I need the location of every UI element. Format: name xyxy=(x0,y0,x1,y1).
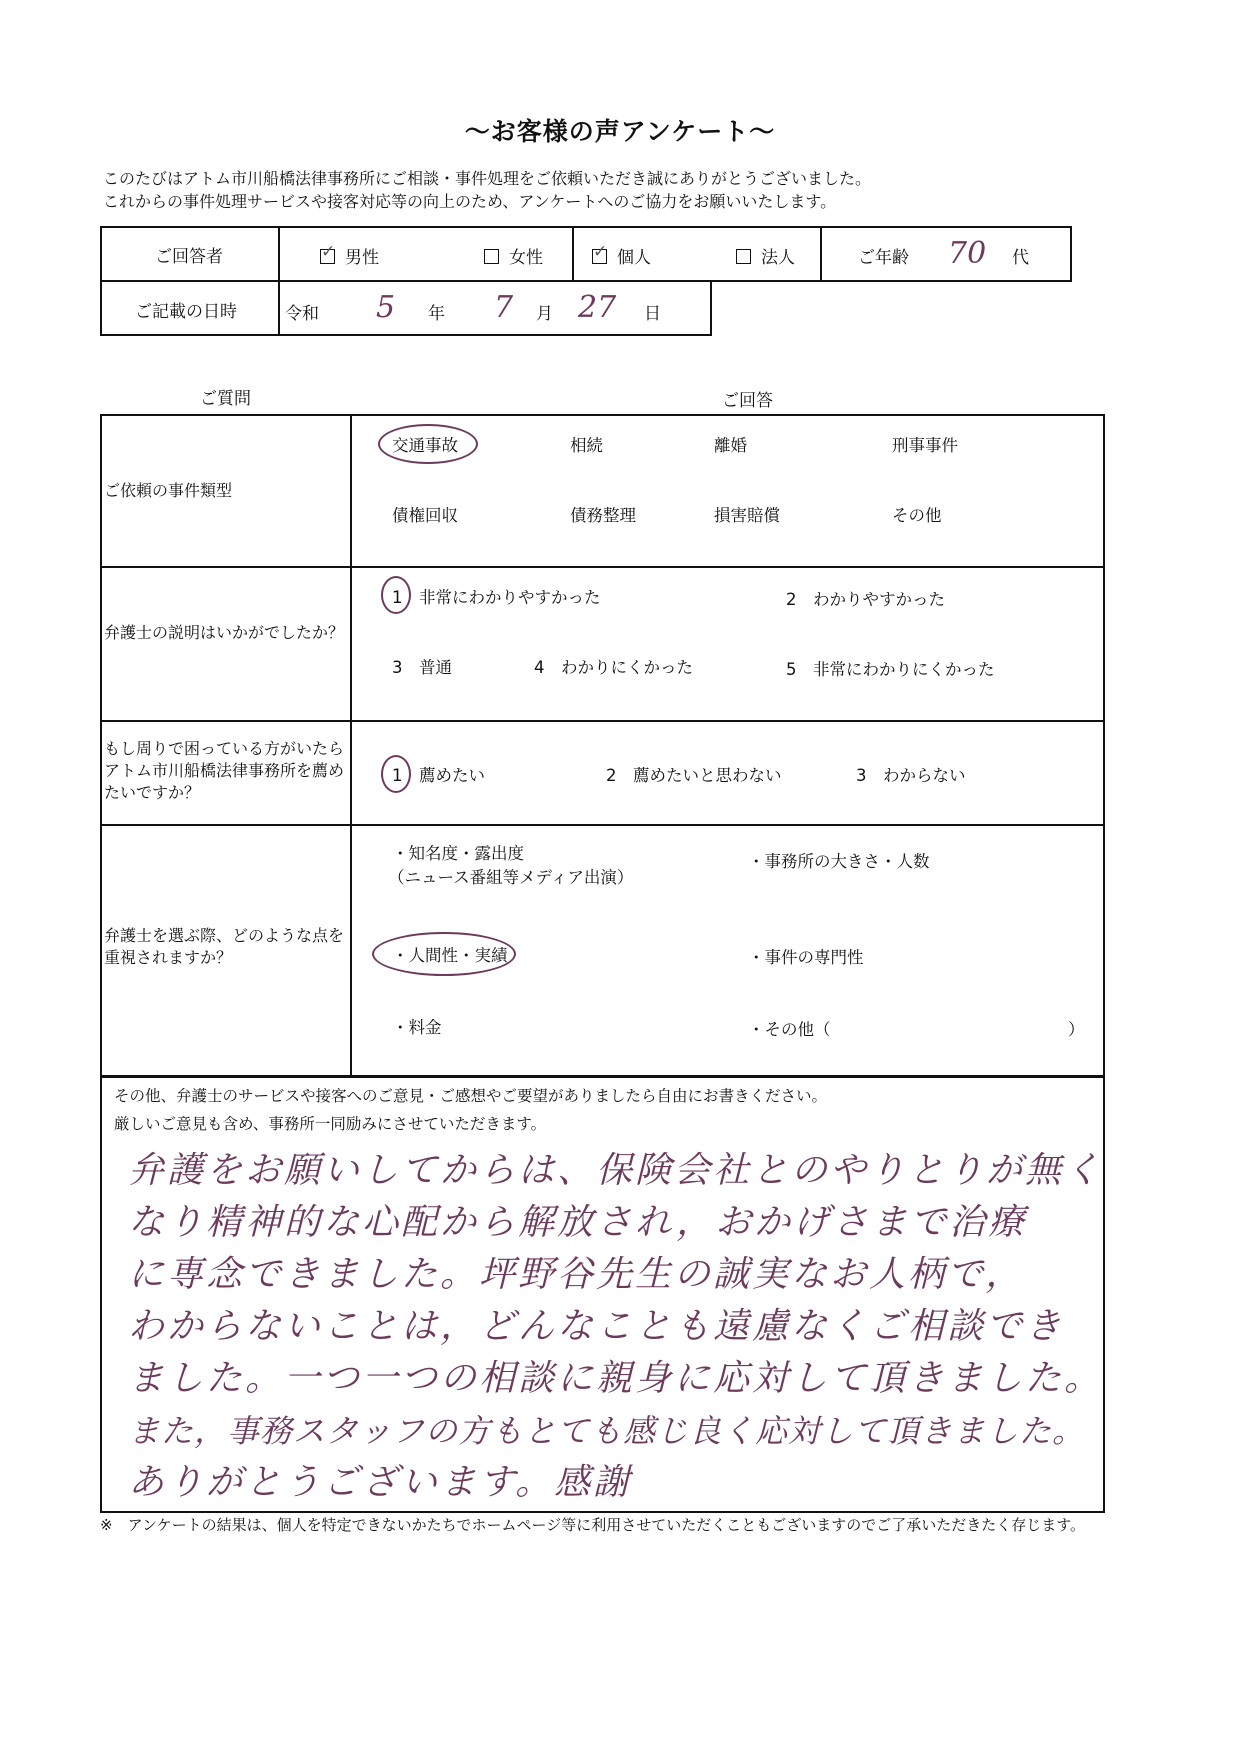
age-suffix: 代 xyxy=(1012,248,1029,268)
q3-option-1[interactable]: 1 薦めたい xyxy=(392,766,485,785)
q4-option-fame[interactable]: ・知名度・露出度 xyxy=(392,844,524,863)
q2-option-4[interactable]: 4 わかりにくかった xyxy=(534,658,693,677)
month-unit: 月 xyxy=(536,304,553,324)
comment-line-7: ありがとうございます。感謝 xyxy=(128,1462,633,1503)
day-unit: 日 xyxy=(644,304,661,324)
comment-line-1: 弁護をお願いしてからは、保険会社とのやりとりが無く xyxy=(128,1150,1104,1191)
q4-option-fame-note: （ニュース番組等メディア出演） xyxy=(388,868,634,887)
q3-selected-circle xyxy=(381,755,411,793)
q1-option-other[interactable]: その他 xyxy=(892,506,942,525)
respondent-label: ご回答者 xyxy=(155,247,223,267)
q4-option-expertise[interactable]: ・事件の専門性 xyxy=(748,948,864,967)
q4-option-other-close: ） xyxy=(1068,1020,1085,1039)
q1-question: ご依頼の事件類型 xyxy=(104,481,233,500)
q4-option-other[interactable]: ・その他（ xyxy=(748,1020,831,1039)
q1-option-debt-consolidation[interactable]: 債務整理 xyxy=(570,506,636,525)
day-value[interactable]: 27 xyxy=(578,290,617,325)
q1-option-inheritance[interactable]: 相続 xyxy=(570,436,603,455)
month-value[interactable]: 7 xyxy=(494,290,514,325)
individual-checkbox[interactable] xyxy=(592,249,607,264)
q4-option-fee[interactable]: ・料金 xyxy=(392,1018,442,1037)
q1-option-criminal[interactable]: 刑事事件 xyxy=(892,436,958,455)
female-checkbox[interactable] xyxy=(484,249,499,264)
q3-option-3[interactable]: 3 わからない xyxy=(856,766,966,785)
comment-line-3: に専念できました。坪野谷先生の誠実なお人柄で， xyxy=(128,1254,1025,1295)
q1-option-debt-collection[interactable]: 債権回収 xyxy=(392,506,458,525)
age-label: ご年齢 xyxy=(858,248,909,268)
comment-line-6: また，事務スタッフの方もとても感じ良く応対して頂きました。 xyxy=(128,1412,1086,1450)
q2-option-5[interactable]: 5 非常にわかりにくかった xyxy=(786,660,995,679)
comment-line-5: ました。一つ一つの相談に親身に応対して頂きました。 xyxy=(128,1358,1104,1399)
q4-question: 弁護士を選ぶ際、どのような点を重視されますか？ xyxy=(104,926,345,967)
comment-line-2: なり精神的な心配から解放され，おかげさまで治療 xyxy=(128,1202,1028,1243)
q2-option-1[interactable]: 1 非常にわかりやすかった xyxy=(392,588,601,607)
male-checkbox[interactable] xyxy=(320,249,335,264)
intro-line-2: これからの事件処理サービスや接客対応等の向上のため、アンケートへのご協力をお願いいたします。 xyxy=(103,192,837,211)
q4-option-office-size[interactable]: ・事務所の大きさ・人数 xyxy=(748,852,930,871)
q3-question: もし周りで困っている方がいたらアトム市川船橋法律事務所を薦めたいですか？ xyxy=(104,739,345,802)
q1-selected-circle xyxy=(378,424,478,464)
question-header: ご質問 xyxy=(200,389,251,409)
q1-option-damages[interactable]: 損害賠償 xyxy=(714,506,780,525)
q2-question: 弁護士の説明はいかがでしたか？ xyxy=(104,623,345,642)
corporation-option[interactable]: 法人 xyxy=(736,243,795,268)
male-option[interactable]: ✓ 男性 xyxy=(320,243,379,268)
q4-selected-circle xyxy=(372,932,516,976)
q1-option-divorce[interactable]: 離婚 xyxy=(714,436,747,455)
q2-option-3[interactable]: 3 普通 xyxy=(392,658,452,677)
footer-note: ※ アンケートの結果は、個人を特定できないかたちでホームページ等に利用させていただくこともございますのでご了承いただきたく存じます。 xyxy=(100,1516,1086,1534)
comments-handwritten[interactable] xyxy=(128,1145,1108,1509)
respondent-row xyxy=(100,226,1072,282)
q1-option-traffic-accident[interactable]: 交通事故 xyxy=(392,436,458,455)
q2-option-2[interactable]: 2 わかりやすかった xyxy=(786,590,945,609)
year-value[interactable]: 5 xyxy=(376,290,396,325)
q4-option-character[interactable]: ・人間性・実績 xyxy=(392,946,508,965)
answer-header: ご回答 xyxy=(722,391,773,411)
page-title: 〜お客様の声アンケート〜 xyxy=(464,117,776,146)
corporation-checkbox[interactable] xyxy=(736,249,751,264)
q2-selected-circle xyxy=(381,576,411,614)
q3-option-2[interactable]: 2 薦めたいと思わない xyxy=(606,766,782,785)
year-unit: 年 xyxy=(428,304,445,324)
date-label: ご記載の日時 xyxy=(135,302,237,322)
comments-prompt-1: その他、弁護士のサービスや接客へのご意見・ご感想やご要望がありましたら自由にお書きください。 xyxy=(114,1087,828,1105)
comment-line-4: わからないことは，どんなことも遠慮なくご相談でき xyxy=(128,1306,1065,1347)
individual-option[interactable]: ✓ 個人 xyxy=(592,243,651,268)
age-value[interactable]: 70 xyxy=(948,236,987,271)
intro-line-1: このたびはアトム市川船橋法律事務所にご相談・事件処理をご依頼いただき誠にありがとうございました。 xyxy=(103,169,872,188)
era-label: 令和 xyxy=(285,304,319,324)
female-option[interactable]: 女性 xyxy=(484,243,543,268)
comments-prompt-2: 厳しいご意見も含め、事務所一同励みにさせていただきます。 xyxy=(114,1115,547,1133)
